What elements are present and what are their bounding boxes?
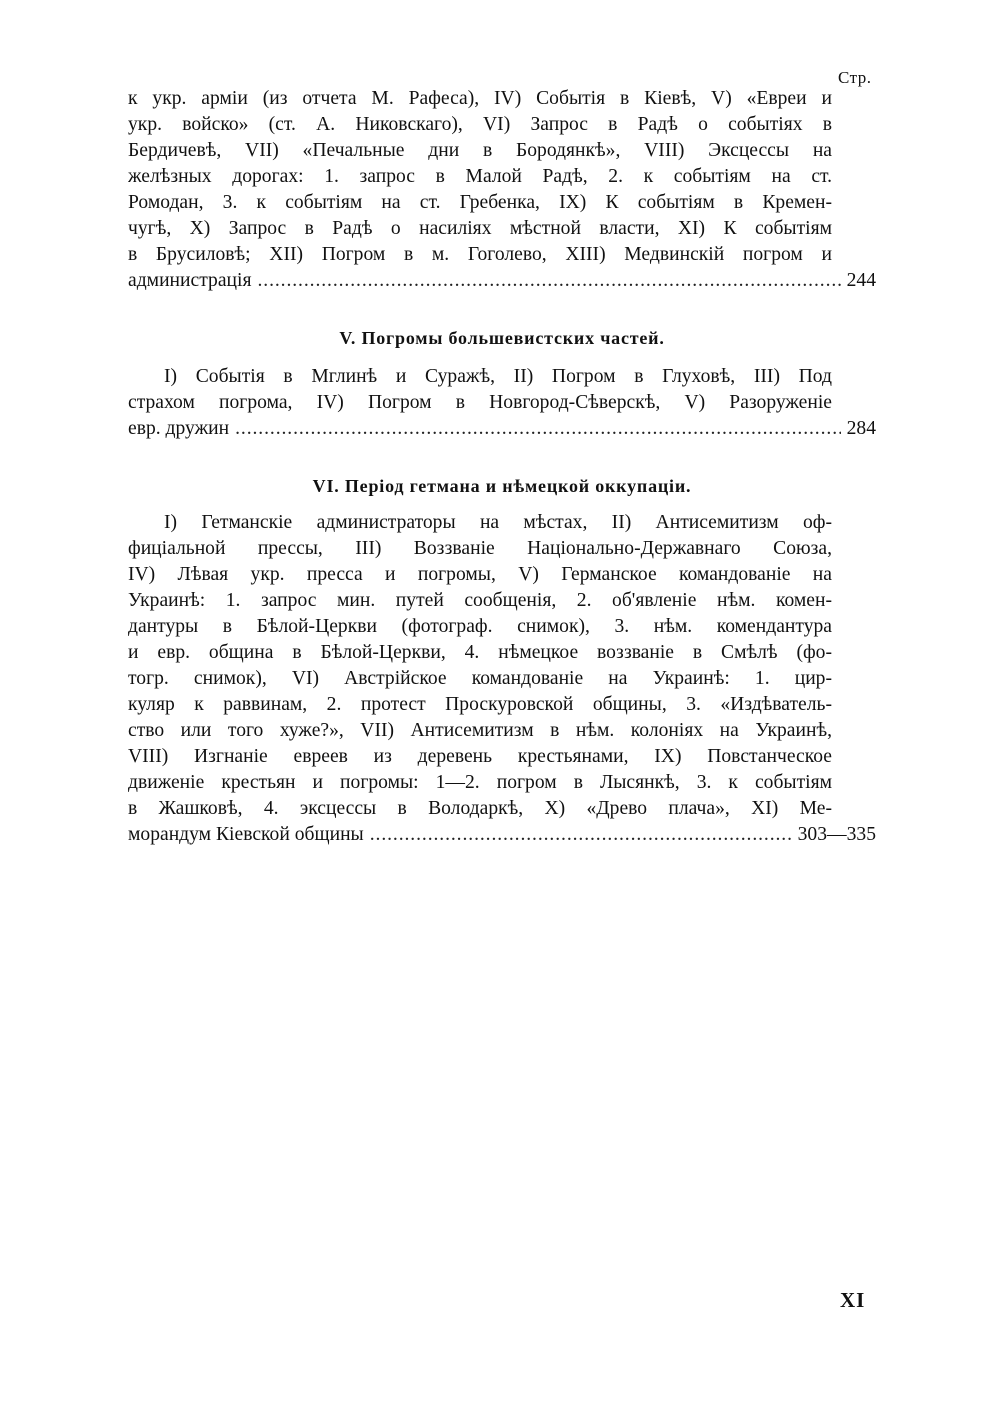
toc-line: фиціальной прессы, III) Воззваніе Національно-Державнаго Союза, — [128, 538, 832, 559]
toc-line: Бердичевѣ, VII) «Печальные дни в Бородянкѣ», VIII) Эксцессы на — [128, 140, 832, 161]
section-title: VI. Період гетмана и нѣмецкой оккупаціи. — [312, 476, 692, 496]
page-number: 244 — [846, 270, 876, 291]
toc-line: I) Гетманскіе администраторы на мѣстах, II) Антисемитизм оф- — [164, 512, 832, 533]
dot-leader — [257, 268, 840, 294]
section-title: V. Погромы большевистских частей. — [339, 328, 665, 348]
page-number: 284 — [846, 418, 876, 439]
toc-entry-last-line — [128, 268, 876, 294]
dot-leader — [370, 822, 792, 848]
toc-line: евр. дружин — [128, 418, 230, 439]
page-folio: XI — [840, 1288, 866, 1312]
toc-line: чугѣ, X) Запрос в Радѣ о насиліях мѣстной власти, XI) К событіям — [128, 218, 832, 239]
toc-line: I) Событія в Мглинѣ и Суражѣ, II) Погром в Глуховѣ, III) Под — [164, 366, 832, 387]
toc-line: в Жашковѣ, 4. эксцессы в Володаркѣ, X) «Древо плача», XI) Ме- — [128, 798, 832, 819]
toc-line: к укр. арміи (из отчета М. Рафеса), IV) Событія в Кіевѣ, V) «Евреи и — [128, 88, 832, 109]
toc-line: движеніе крестьян и погромы: 1—2. погром в Лысянкѣ, 3. к событіям — [128, 772, 832, 793]
toc-line: в Брусиловѣ; XII) Погром в м. Гоголево, XIII) Медвинскій погром и — [128, 244, 832, 265]
toc-line: ство или того хуже?», VII) Антисемитизм в нѣм. колоніях на Украинѣ, — [128, 720, 832, 741]
toc-line: IV) Лѣвая укр. пресса и погромы, V) Германское командованіе на — [128, 564, 832, 585]
toc-line: укр. войско» (ст. А. Никовскаго), VI) Запрос в Радѣ о событіях в — [128, 114, 832, 135]
toc-line: дантуры в Бѣлой-Церкви (фотограф. снимок), 3. нѣм. комендантура — [128, 616, 832, 637]
toc-line: Украинѣ: 1. запрос мин. путей сообщенія, 2. об'явленіе нѣм. комен- — [128, 590, 832, 611]
toc-line: страхом погрома, IV) Погром в Новгород-Сѣверскѣ, V) Разоруженіе — [128, 392, 832, 413]
toc-entry-last-line — [128, 416, 876, 442]
toc-line: морандум Кіевской общины — [128, 824, 364, 845]
page-column-label: Стр. — [838, 68, 872, 87]
toc-entry-last-line — [128, 822, 876, 848]
toc-line: желѣзных дорогах: 1. запрос в Малой Радѣ, 2. к событіям на ст. — [128, 166, 832, 187]
toc-line: Ромодан, 3. к событіям на ст. Гребенка, IX) К событіям в Кремен- — [128, 192, 832, 213]
toc-line: и евр. община в Бѣлой-Церкви, 4. нѣмецкое воззваніе в Смѣлѣ (фо- — [128, 642, 832, 663]
dot-leader — [235, 416, 841, 442]
toc-line: администрація — [128, 270, 252, 291]
toc-line: тогр. снимок), VI) Австрійское командованіе на Украинѣ: 1. цир- — [128, 668, 832, 689]
toc-line: куляр к раввинам, 2. протест Проскуровской общины, 3. «Издѣватель- — [128, 694, 832, 715]
page-number: 303—335 — [797, 824, 876, 845]
toc-line: VIII) Изгнаніе евреев из деревень крестьянами, IX) Повстанческое — [128, 746, 832, 767]
